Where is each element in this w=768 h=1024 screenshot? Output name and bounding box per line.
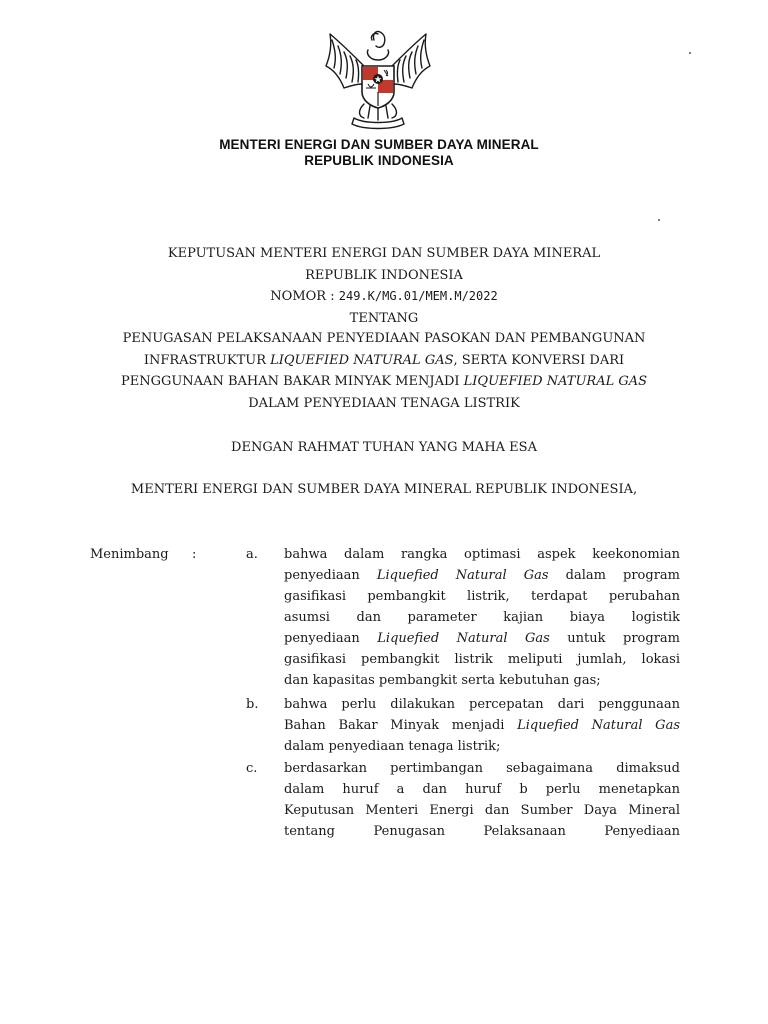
- item-marker: a.: [246, 547, 258, 562]
- paragraph-line: berdasarkan pertimbangan sebagaimana dimaksud: [284, 761, 680, 776]
- item-marker: b.: [246, 697, 259, 712]
- paragraph-line: gasifikasi pembangkit listrik, terdapat perubahan: [284, 589, 680, 604]
- considering-label: Menimbang: [90, 547, 169, 562]
- considering-item-b: [284, 694, 680, 757]
- decree-country: REPUBLIK INDONESIA: [305, 268, 463, 283]
- paragraph-line: tentang Penugasan Pelaksanaan Penyediaan: [284, 824, 680, 839]
- scan-speck: [658, 219, 660, 221]
- paragraph-line: dan kapasitas pembangkit serta kebutuhan gas;: [284, 673, 601, 688]
- considering-item-a: [284, 544, 680, 691]
- issuer: MENTERI ENERGI DAN SUMBER DAYA MINERAL REPUBLIK INDONESIA,: [130, 482, 638, 497]
- garuda-emblem-icon: [318, 26, 438, 132]
- paragraph-line: dalam huruf a dan huruf b perlu menetapkan: [284, 782, 680, 797]
- paragraph-line: bahwa dalam rangka optimasi aspek keekonomian: [284, 547, 680, 562]
- decree-title: KEPUTUSAN MENTERI ENERGI DAN SUMBER DAYA MINERAL: [167, 246, 601, 261]
- paragraph-line: bahwa perlu dilakukan percepatan dari penggunaan: [284, 697, 680, 712]
- decree-number-label: NOMOR :: [270, 289, 335, 304]
- paragraph-line: asumsi dan parameter kajian biaya logistik: [284, 610, 680, 625]
- decree-number: [0, 289, 768, 304]
- item-marker: c.: [246, 761, 258, 776]
- considering-item-c: [284, 758, 680, 842]
- paragraph-line: Bahan Bakar Minyak menjadi Liquefied Natural Gas: [284, 718, 680, 733]
- considering-colon: :: [192, 547, 197, 562]
- decree-about: TENTANG: [349, 311, 419, 326]
- paragraph-line: gasifikasi pembangkit listrik meliputi jumlah, lokasi: [284, 652, 680, 667]
- agency-country: REPUBLIK INDONESIA: [304, 153, 454, 168]
- decree-subject-line: PENUGASAN PELAKSANAAN PENYEDIAAN PASOKAN DAN PEMBANGUNAN: [122, 331, 646, 346]
- paragraph-line: Keputusan Menteri Energi dan Sumber Daya Mineral: [284, 803, 680, 818]
- decree-subject-line: INFRASTRUKTUR LIQUEFIED NATURAL GAS, SERTA KONVERSI DARI: [143, 353, 625, 368]
- scan-speck: [689, 52, 691, 54]
- paragraph-line: penyediaan Liquefied Natural Gas dalam program: [284, 568, 680, 583]
- paragraph-line: dalam penyediaan tenaga listrik;: [284, 739, 501, 754]
- invocation: DENGAN RAHMAT TUHAN YANG MAHA ESA: [231, 440, 537, 455]
- decree-subject-line: PENGGUNAAN BAHAN BAKAR MINYAK MENJADI LIQUEFIED NATURAL GAS: [120, 374, 648, 389]
- agency-title: MENTERI ENERGI DAN SUMBER DAYA MINERAL: [219, 137, 539, 152]
- decree-number-value: 249.K/MG.01/MEM.M/2022: [338, 289, 498, 303]
- decree-subject-line: DALAM PENYEDIAAN TENAGA LISTRIK: [248, 396, 520, 411]
- paragraph-line: penyediaan Liquefied Natural Gas untuk program: [284, 631, 680, 646]
